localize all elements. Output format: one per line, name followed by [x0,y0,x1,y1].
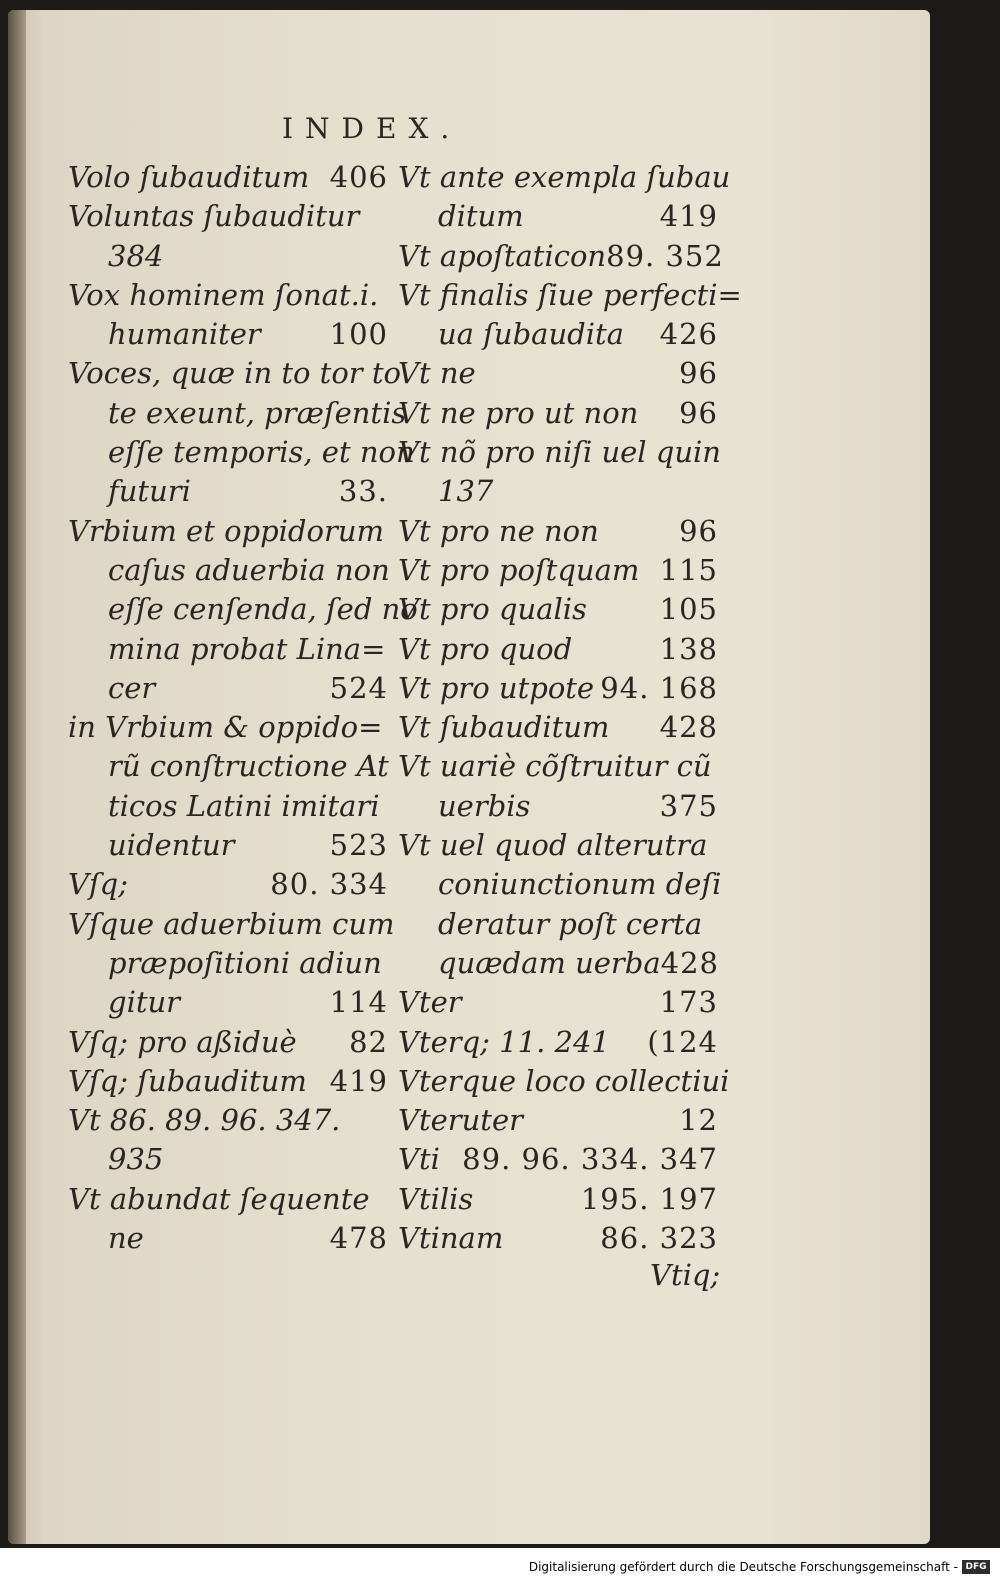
index-entry-text: Volo ſubauditum [68,160,310,194]
index-entry-text: cer [108,670,156,705]
index-entry [398,197,718,236]
index-entry-text: Vt uel quod alterutra [398,828,708,863]
page-header: INDEX. [282,112,462,145]
index-entry [398,276,742,315]
index-entry [398,237,724,276]
index-entry [68,983,388,1022]
index-entry-text: Vtilis [398,1181,474,1216]
index-entry-text: Vteruter [398,1103,523,1138]
index-entry [398,433,721,472]
index-entry [68,747,388,786]
index-entry [398,472,718,511]
index-entry-page-number: 100 [329,317,388,352]
footer-credit: Digitalisierung gefördert durch die Deutsche Forschungsgemeinschaft - [528,1560,958,1574]
index-entry-text: gitur [108,985,181,1020]
index-entry-text: Vtinam [398,1221,504,1256]
index-entry-text: quædam uerba [438,945,661,980]
index-entry-text: præpoſitioni adiun [108,945,382,980]
index-entry [68,354,401,393]
index-entry [398,1101,718,1140]
index-entry [398,826,718,865]
index-entry-page-number: 428 [660,945,719,980]
footer-bar [0,1548,1000,1582]
index-entry-page-number: 105 [659,592,718,627]
index-entry-page-number: 426 [659,317,718,352]
index-entry [68,669,388,708]
index-entry-text: caſus aduerbia non [108,552,390,587]
index-entry [398,708,718,747]
index-entry-page-number: 173 [659,985,718,1020]
index-entry [398,747,718,786]
index-entry-text: Vt apoſtaticon [398,238,607,273]
index-entry-text: Vt finalis ſiue perfecti= [398,277,742,312]
index-entry [68,787,388,826]
index-entry-text: 137 [438,474,494,509]
index-entry-text: te exeunt, præſentis [108,395,407,430]
index-entry-page-number: 478 [329,1221,388,1256]
index-entry [398,512,718,551]
index-entry-text: Vſq; ſubauditum [68,1063,307,1098]
index-entry-page-number: 523 [329,828,388,863]
index-entry-page-number: 96 [679,513,718,548]
index-entry [398,394,718,433]
index-entry-text: ne [108,1221,144,1256]
index-entry-text: eſſe temporis, et non [108,435,415,470]
index-entry [68,1180,388,1219]
index-entry-page-number: 12 [679,1103,718,1138]
index-entry-text: Vt ne pro ut non [398,395,639,430]
index-entry [398,983,718,1022]
index-entry [68,512,388,551]
index-entry-text: Vterq; 11. 241 [398,1024,610,1059]
index-entry [398,1180,718,1219]
index-entry [398,158,731,197]
index-entry-text: Vti [398,1142,440,1177]
index-entry-text: coniunctionum deſi [438,867,722,902]
index-entry [398,1219,718,1258]
index-column-left [68,158,418,1258]
index-entry [68,276,388,315]
index-entry [68,630,388,669]
dfg-logo: DFG [962,1560,990,1574]
index-entry [68,433,415,472]
index-entry [68,1062,388,1101]
index-entry [68,1101,388,1140]
index-entry-text: ditum [438,199,524,234]
index-entry [398,1140,718,1179]
index-entry-text: Vox hominem ſonat.i. [68,277,379,312]
index-entry [68,1219,388,1258]
index-entry [68,551,388,590]
index-entry-text: uidentur [108,828,235,863]
page-spine [8,10,26,1544]
index-entry-text: Vt abundat ſequente [68,1181,370,1216]
index-entry-page-number: 524 [329,670,388,705]
index-entry [398,865,722,904]
index-entry-page-number: (124 [647,1024,718,1059]
index-entry [398,315,718,354]
index-entry [68,315,388,354]
index-entry-text: Vt pro utpote [398,670,595,705]
index-entry [398,1062,730,1101]
index-entry-page-number: 115 [659,552,718,587]
index-entry-page-number: 406 [329,160,388,194]
index-entry-page-number: 89. 352 [606,238,724,273]
index-entry-page-number: 33. [338,474,388,509]
index-entry-text: Vſq; [68,867,129,902]
index-entry-page-number: 89. 96. 334. 347 [462,1142,718,1177]
index-entry-page-number: 96 [679,395,718,430]
index-entry-page-number: 114 [329,985,388,1020]
index-entry-text: deratur poſt certa [438,906,703,941]
index-entry-text: Vt uariè cõſtruitur cũ [398,749,712,784]
index-entry-text: mina probat Lina= [108,631,386,666]
index-entry-text: Vt pro qualis [398,592,587,627]
index-entry [398,669,718,708]
index-entry-page-number: 94. 168 [600,670,718,705]
index-entry-page-number: 82 [349,1024,388,1059]
index-entry-text: Vſq; pro aßiduè [68,1024,297,1059]
index-entry-text: Vt ante exempla ſubau [398,160,731,194]
index-entry-text: eſſe cenſenda, ſed no [108,592,418,627]
index-entry-text: Voces, quæ in to tor to [68,356,401,391]
index-entry-text: Voluntas ſubauditur [68,199,360,234]
index-entry-text: in Vrbium & oppido= [68,710,383,745]
index-entry-page-number: 96 [679,356,718,391]
index-entry [398,630,718,669]
index-entry [68,826,388,865]
index-entry-text: ticos Latini imitari [108,788,380,823]
index-entry-text: futuri [108,474,191,509]
index-entry-page-number: 419 [659,199,718,234]
index-entry [68,394,407,433]
index-entry [68,708,388,747]
index-entry-text: 935 [108,1142,164,1177]
index-entry [398,944,718,983]
index-entry-page-number: 80. 334 [270,867,388,902]
index-entry-text: ua ſubaudita [438,317,624,352]
index-entry-text: Vt ne [398,356,476,391]
index-entry [68,865,388,904]
index-column-right [398,158,742,1258]
index-entry [398,1023,718,1062]
index-entry-text: 384 [108,238,164,273]
index-entry [68,1140,388,1179]
index-entry-text: rũ conſtructione At [108,749,389,784]
index-entry [68,237,388,276]
index-entry-text: Vt 86. 89. 96. 347. [68,1103,341,1138]
index-entry [398,590,718,629]
index-entry-page-number: 419 [329,1063,388,1098]
index-entry-text: Vt pro poſtquam [398,552,640,587]
index-entry [68,158,388,197]
index-entry-text: Vter [398,985,462,1020]
index-entry [398,787,718,826]
index-entry [68,1023,388,1062]
index-entry-text: Vſque aduerbium cum [68,906,395,941]
index-entry [398,354,718,393]
index-entry-text: uerbis [438,788,531,823]
index-entry [68,944,388,983]
index-entry-text: Vt ſubauditum [398,710,610,745]
index-entry [68,197,388,236]
index-entry-page-number: 375 [659,788,718,823]
index-entry [398,551,718,590]
index-entry-text: Vrbium et oppidorum [68,513,384,548]
index-entry-page-number: 428 [659,710,718,745]
index-entry [68,590,418,629]
index-entry [398,905,718,944]
index-entry-page-number: 86. 323 [600,1221,718,1256]
catchword: Vtiq; [650,1258,721,1292]
index-entry-text: Vterque loco collectiui [398,1063,730,1098]
index-entry [68,905,395,944]
index-entry-text: Vt nõ pro niſi uel quin [398,435,721,470]
index-entry-text: humaniter [108,317,261,352]
index-entry-page-number: 138 [659,631,718,666]
index-entry [68,472,388,511]
index-entry-page-number: 195. 197 [580,1181,718,1216]
index-entry-text: Vt pro ne non [398,513,599,548]
index-entry-text: Vt pro quod [398,631,573,666]
